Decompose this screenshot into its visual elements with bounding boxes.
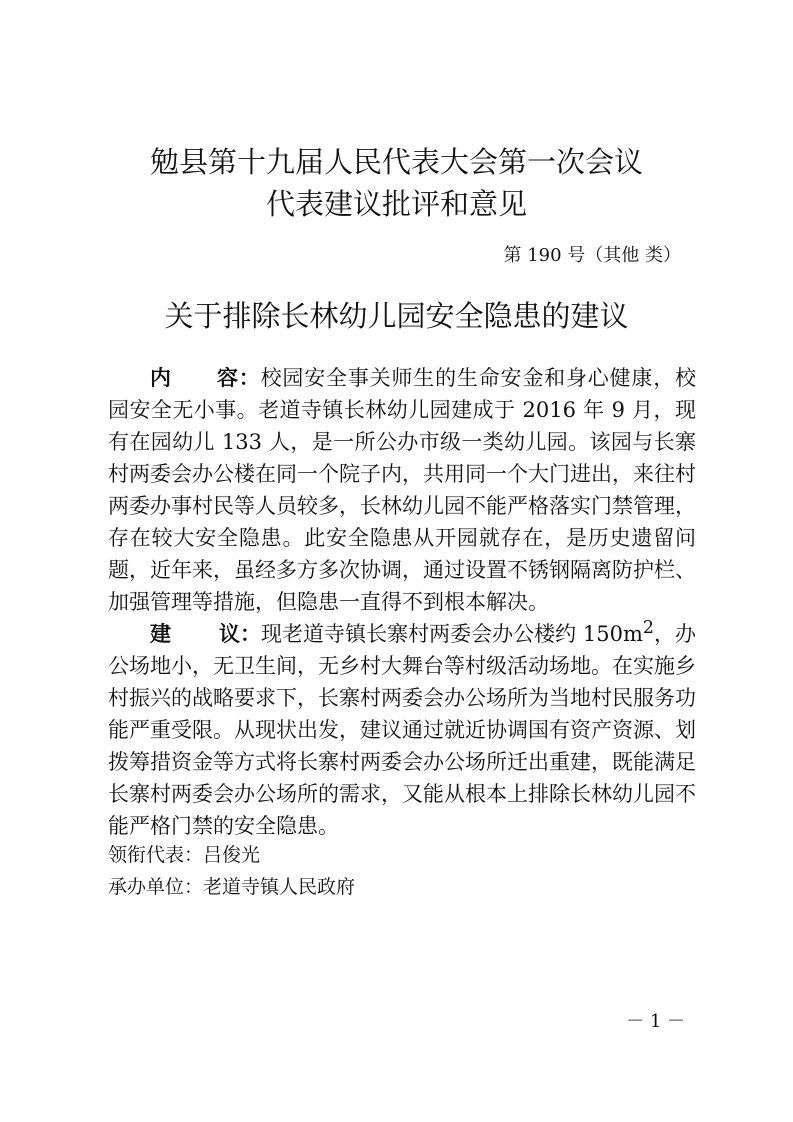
document-title: 关于排除长林幼儿园安全隐患的建议 [164,299,629,333]
document-number: 第 190 号（其他 类） [503,245,681,266]
lead-representative: 领衔代表：吕俊光 [108,844,261,866]
suggestion-label: 建 议 [150,621,240,646]
suggestion-text-after-unit: ，办公场地小，无卫生间，无乡村大舞台等村级活动场地。在实施乡村振兴的战略要求下，长寨村两委会办公场所为当地村民服务功能严重受限。从现状出发，建议通过就近协调国有资产资源、划拨筹措资金等方式将长寨村两委会办公场所迁出重建，既能满足长寨村两委会办公场所的需求，又能从根本上排除长林幼儿园不能严格门禁的安全隐患。 [108,622,697,838]
unit-superscript: 2 [642,618,654,638]
content-label: 内 容 [150,365,238,390]
page-number: － 1 － [626,1011,685,1032]
suggestion-text-before-unit: 现老道寺镇长寨村两委会办公楼约 150m [261,622,643,646]
header-title-line1: 勉县第十九届人民代表大会第一次会议 [149,145,643,179]
content-colon: ： [238,365,261,390]
suggestion-colon: ： [240,621,262,646]
handling-unit: 承办单位：老道寺镇人民政府 [108,876,356,898]
suggestion-paragraph [108,612,696,842]
content-text: 校园安全事关师生的生命安金和身心健康，校园安全无小事。老道寺镇长林幼儿园建成于 2016 年 9 月，现有在园幼儿 133 人，是一所公办市级一类幼儿园。该园与长寨村两委会办公楼在同一个院子内，共用同一个大门进出，来往村两委办事村民等人员较多，长林幼儿园不能严格落实门禁管理，存在较大安全隐患。此安全隐患从开园就存在，是历史遗留问题，近年来，虽经多方多次协调，通过设置不锈钢隔离防护栏、加强管理等措施，但隐患一直得不到根本解决。 [108,366,697,614]
content-paragraph [108,362,696,618]
header-title-line2: 代表建议批评和意见 [265,187,527,221]
